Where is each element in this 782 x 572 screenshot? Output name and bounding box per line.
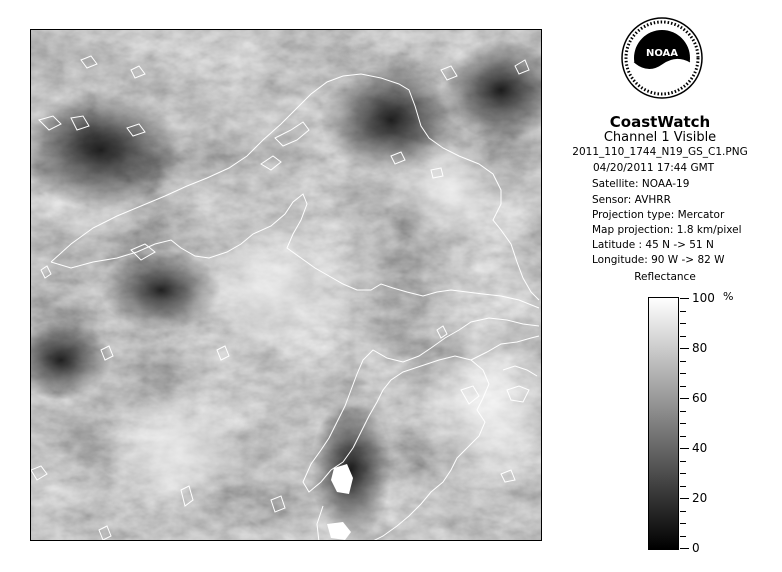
logo-text: NOAA bbox=[645, 48, 679, 59]
colorbar-tick-label: 40 bbox=[692, 441, 708, 455]
latitude-text: Latitude : 45 N -> 51 N bbox=[592, 239, 714, 251]
colorbar-tick bbox=[680, 523, 686, 524]
colorbar-tick-label: 80 bbox=[692, 341, 708, 355]
colorbar-tick bbox=[680, 486, 686, 487]
colorbar-tick bbox=[680, 473, 686, 474]
channel-subtitle: Channel 1 Visible bbox=[603, 130, 717, 145]
colorbar-tick bbox=[680, 361, 686, 362]
colorbar-tick bbox=[680, 448, 689, 449]
map-projection-text: Map projection: 1.8 km/pixel bbox=[592, 224, 742, 236]
colorbar-tick bbox=[680, 398, 689, 399]
colorbar-tick bbox=[680, 511, 686, 512]
colorbar-tick bbox=[680, 423, 686, 424]
bright-cloud-region bbox=[391, 140, 511, 240]
colorbar-tick bbox=[680, 536, 686, 537]
satellite-map-svg bbox=[31, 30, 542, 541]
colorbar-tick-label: 60 bbox=[692, 391, 708, 405]
colorbar-title: Reflectance bbox=[634, 271, 696, 283]
colorbar-tick-label: 20 bbox=[692, 491, 708, 505]
colorbar-tick bbox=[680, 323, 686, 324]
sensor-text: Sensor: AVHRR bbox=[592, 194, 671, 206]
colorbar-tick bbox=[680, 373, 686, 374]
colorbar-unit: % bbox=[723, 290, 734, 303]
colorbar-tick bbox=[680, 348, 689, 349]
colorbar-tick bbox=[680, 498, 689, 499]
colorbar-tick bbox=[680, 411, 686, 412]
colorbar-tick-label: 0 bbox=[692, 541, 700, 555]
colorbar-tick-label: 100 bbox=[692, 291, 715, 305]
colorbar-tick bbox=[680, 436, 686, 437]
colorbar-tick bbox=[680, 461, 686, 462]
satellite-text: Satellite: NOAA-19 bbox=[592, 178, 690, 190]
bright-cloud-region bbox=[181, 220, 361, 360]
datetime-text: 04/20/2011 17:44 GMT bbox=[593, 162, 715, 174]
reflectance-colorbar bbox=[648, 297, 679, 550]
app-title: CoastWatch bbox=[609, 113, 711, 131]
colorbar-tick bbox=[680, 386, 686, 387]
colorbar-tick bbox=[680, 298, 689, 299]
colorbar-tick bbox=[680, 336, 686, 337]
noaa-logo bbox=[620, 16, 704, 100]
projection-type-text: Projection type: Mercator bbox=[592, 209, 725, 221]
file-name: 2011_110_1744_N19_GS_C1.PNG bbox=[572, 146, 748, 158]
colorbar-tick bbox=[680, 311, 686, 312]
longitude-text: Longitude: 90 W -> 82 W bbox=[592, 254, 725, 266]
satellite-image bbox=[30, 29, 542, 541]
dark-water-region bbox=[311, 400, 391, 540]
colorbar-tick bbox=[680, 548, 689, 549]
